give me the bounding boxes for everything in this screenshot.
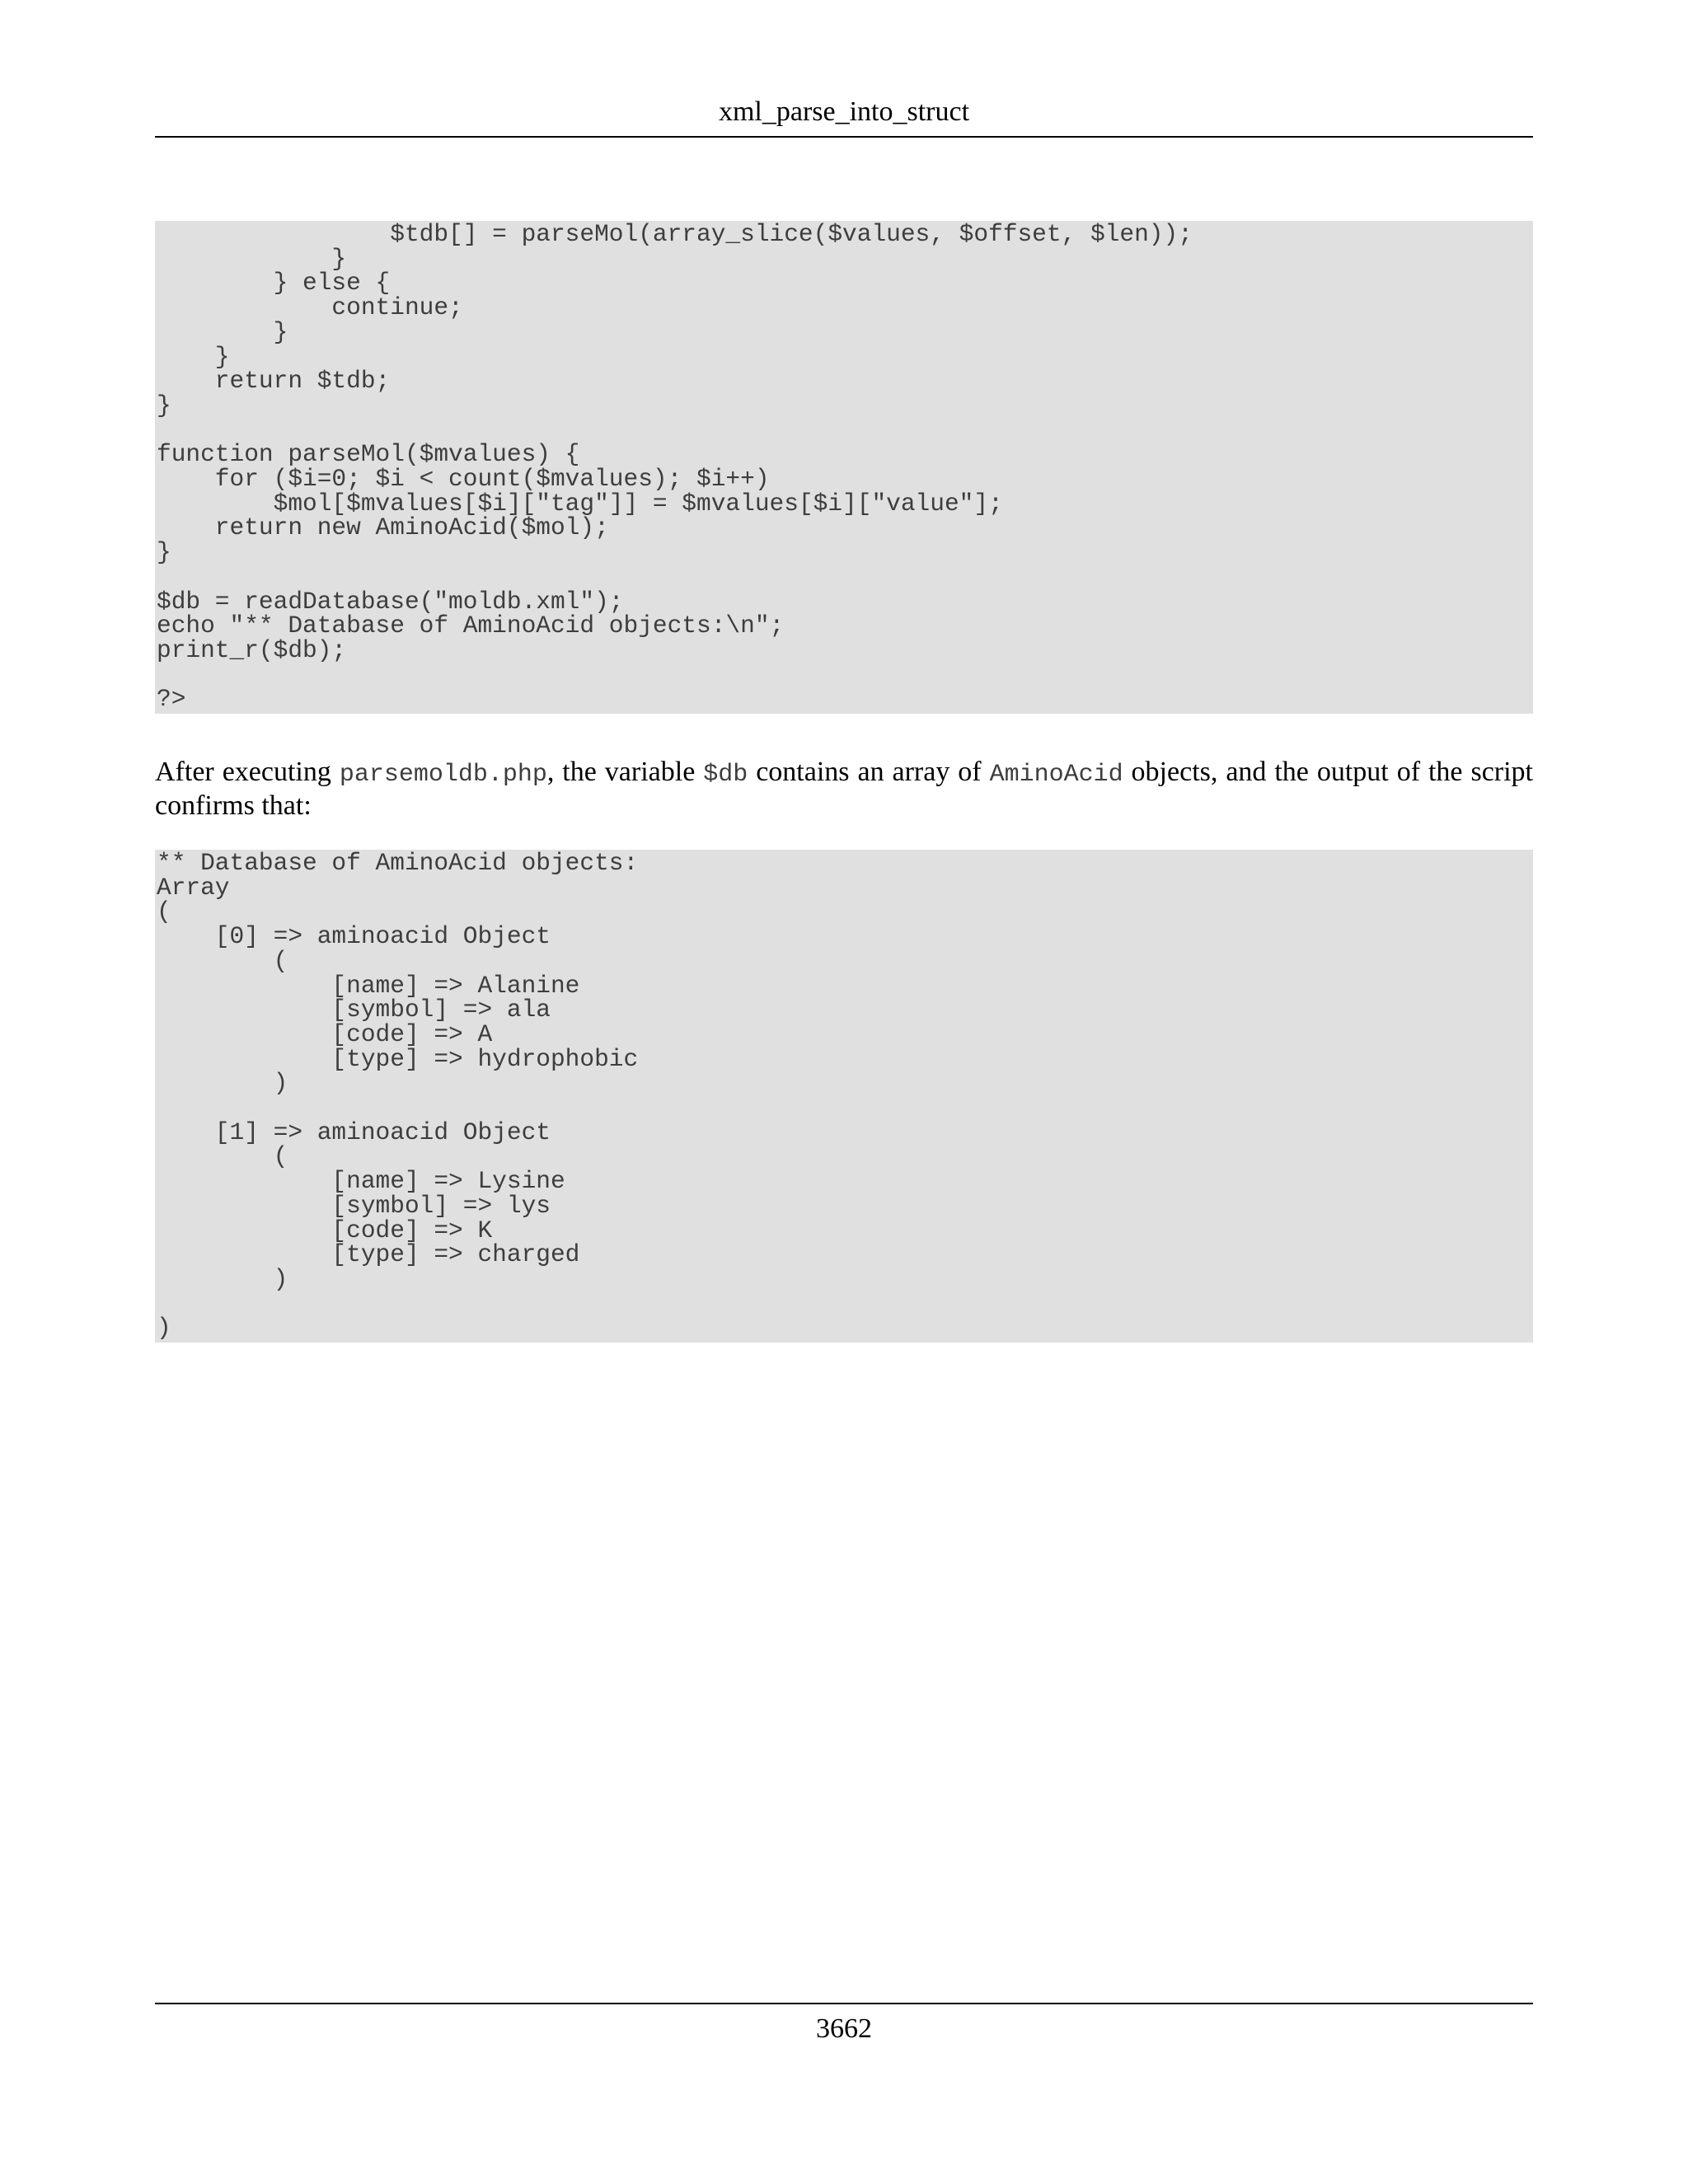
explanation-paragraph <box>155 757 1533 821</box>
header-divider <box>155 136 1533 138</box>
paragraph-text-4: objects, and the output of the script confirms that: <box>155 757 1533 821</box>
footer-divider <box>155 2003 1533 2004</box>
script-output-listing: ** Database of AminoAcid objects: Array ( [0] => aminoacid Object ( [name] => Alanine [symbol] => ala [code] => A [type] => hydrophobic ) [1] => aminoacid Object ( [name] => Lysine [symbol] => lys [code] => K [type] => charged ) ) <box>155 850 1533 1343</box>
paragraph-text-2: , the variable <box>546 757 704 787</box>
page-header-title: xml_parse_into_struct <box>718 96 970 127</box>
paragraph-text-1: After executing <box>155 757 340 787</box>
php-code-listing: $tdb[] = parseMol(array_slice($values, $offset, $len)); } } else { continue; } } return $tdb; } function parseMol($mvalues) { for ($i=0; $i < count($mvalues); $i++) $mol[$mvalues[$i]["tag"]] = $mvalues[$i]["value"]; return new AminoAcid($mol); } $db = readDatabase("moldb.xml"); echo "** Database of AminoAcid objects:\n"; print_r($db); ?> <box>155 221 1533 714</box>
inline-code-variable: $db <box>703 761 748 789</box>
page-number: 3662 <box>816 2013 872 2044</box>
inline-code-filename: parsemoldb.php <box>339 761 547 789</box>
paragraph-text-3: contains an array of <box>748 757 990 787</box>
inline-code-classname: AminoAcid <box>989 761 1123 789</box>
